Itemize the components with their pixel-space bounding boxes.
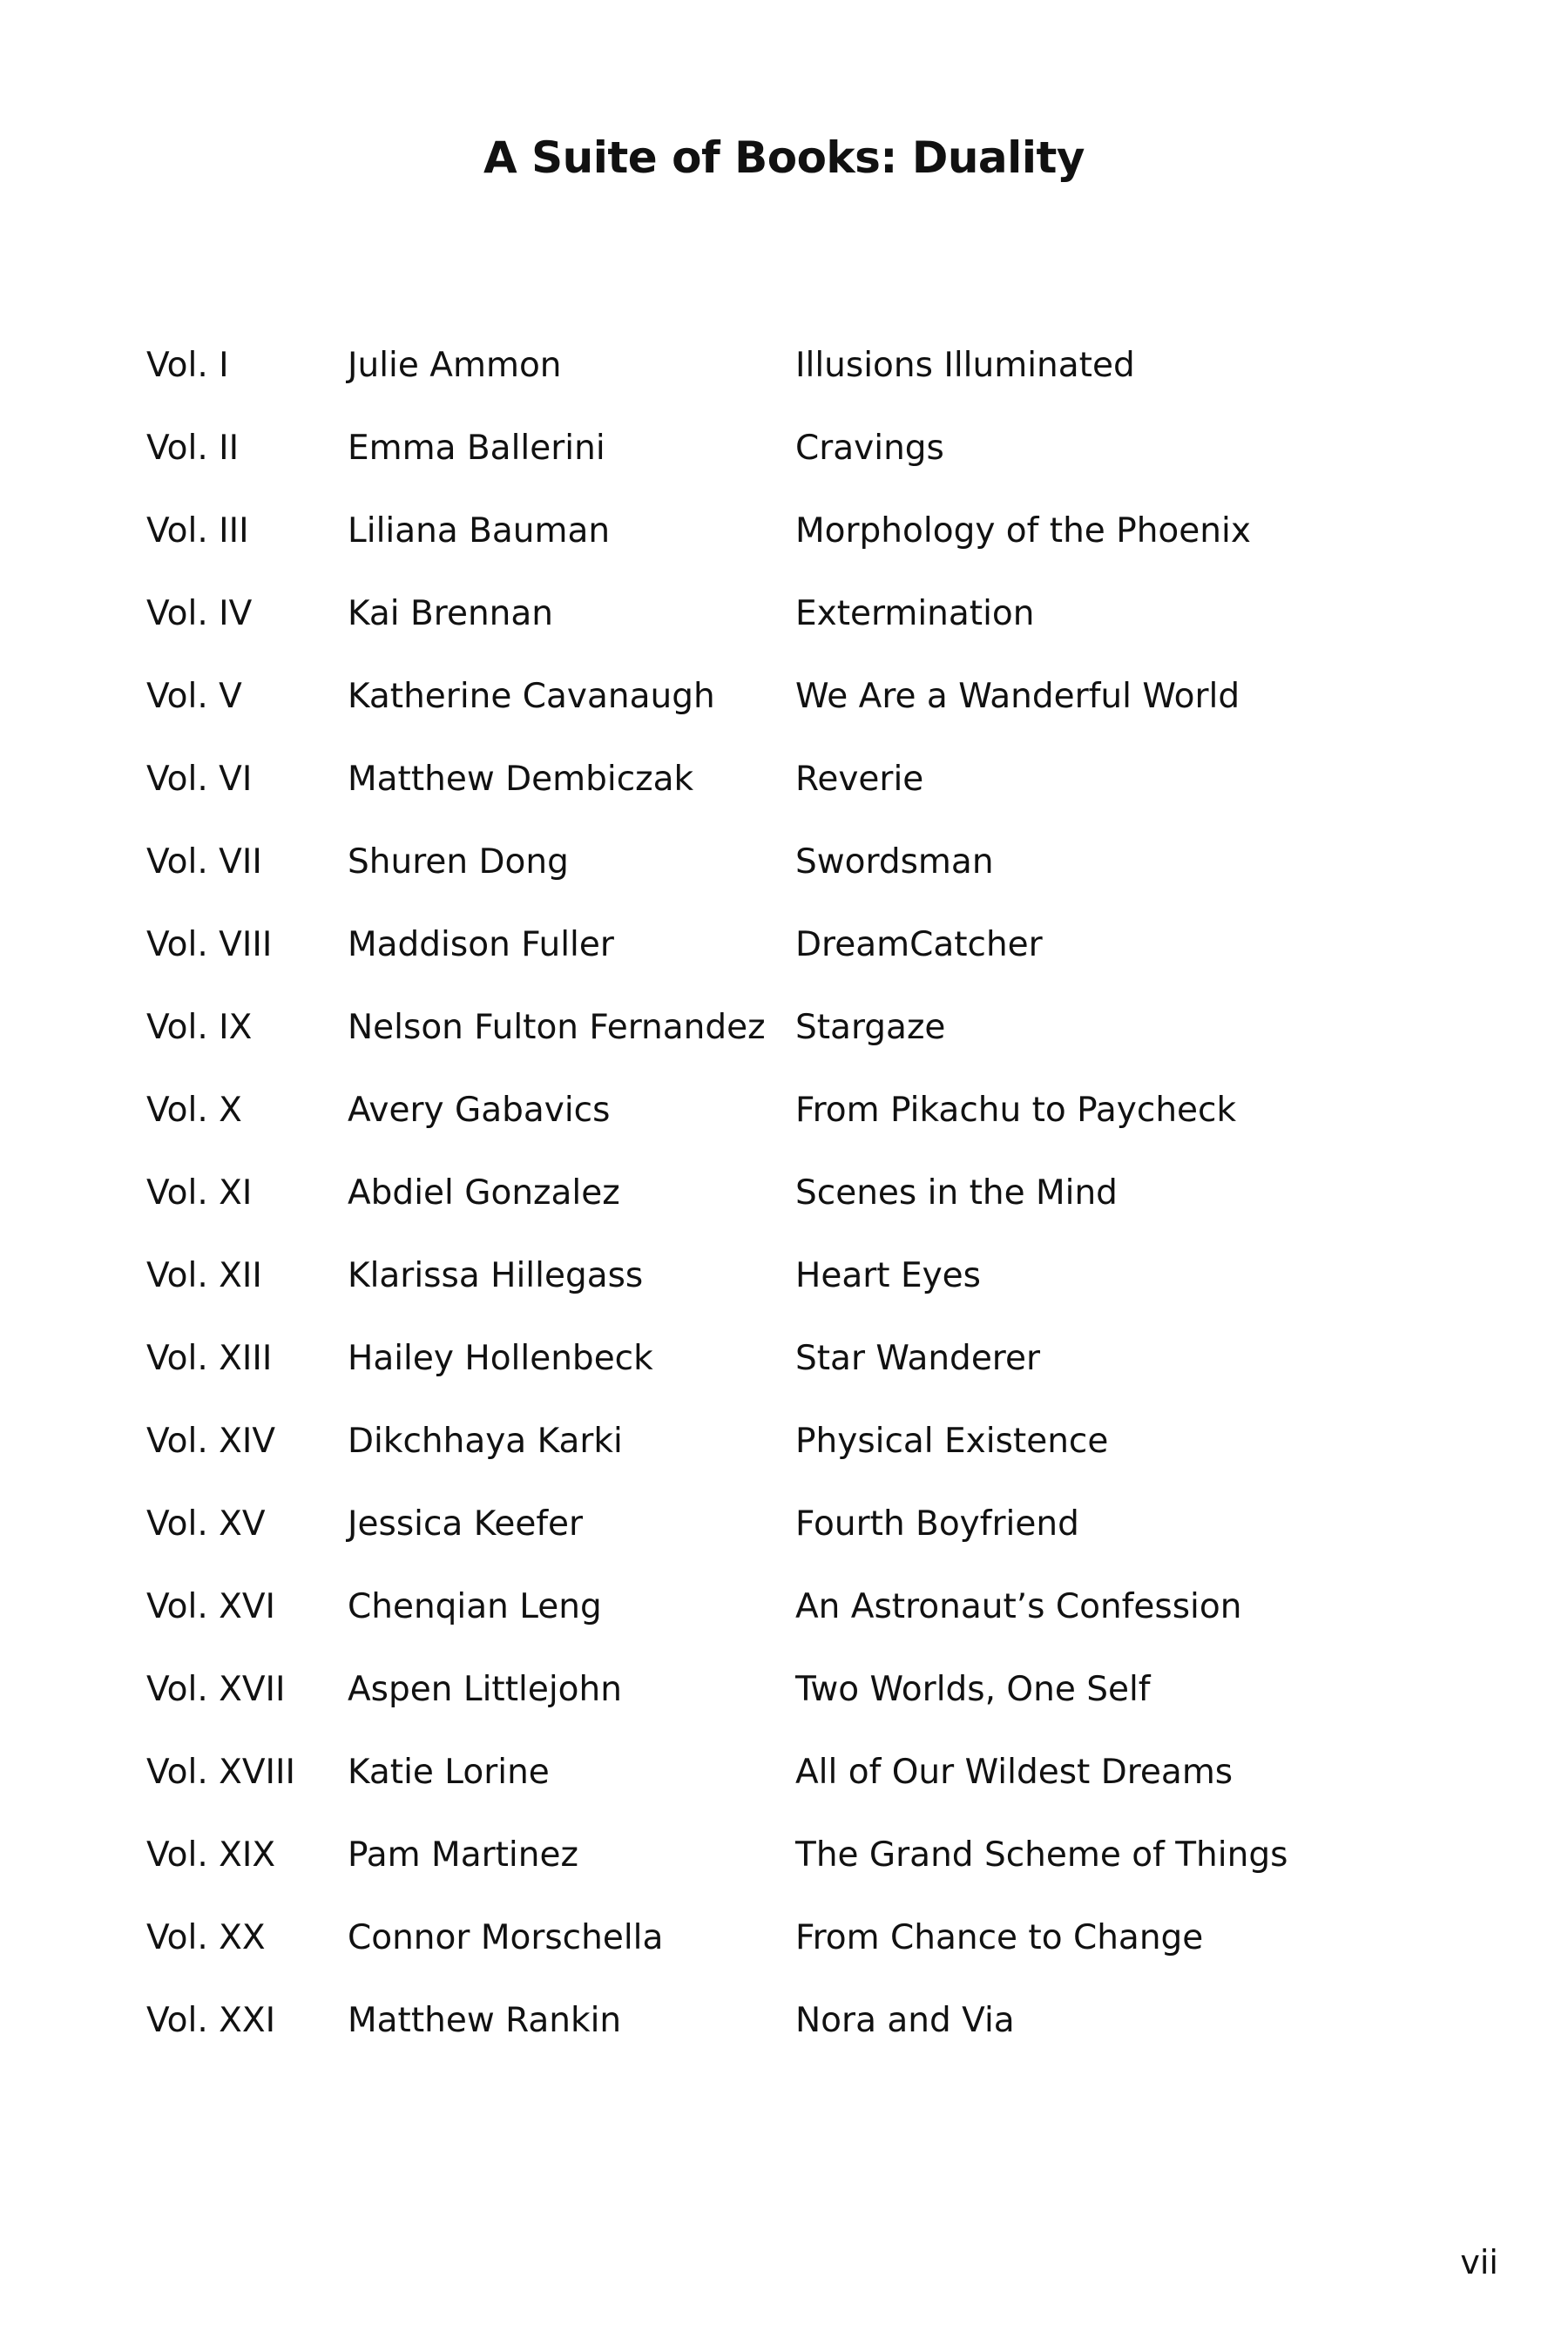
list-item	[146, 919, 1453, 1002]
volume-number: Vol. V	[146, 677, 242, 716]
volume-list	[146, 340, 1453, 2078]
volume-number: Vol. XI	[146, 1173, 253, 1213]
book-title: An Astronaut’s Confession	[795, 1587, 1242, 1626]
author-name: Pam Martinez	[348, 1835, 578, 1875]
volume-number: Vol. X	[146, 1091, 242, 1130]
book-title: Scenes in the Mind	[795, 1173, 1118, 1213]
book-title: Nora and Via	[795, 2001, 1015, 2040]
author-name: Matthew Dembiczak	[348, 760, 694, 799]
list-item	[146, 1002, 1453, 1085]
author-name: Chenqian Leng	[348, 1587, 602, 1626]
volume-number: Vol. XVII	[146, 1670, 286, 1709]
volume-number: Vol. II	[146, 429, 240, 468]
volume-number: Vol. IX	[146, 1008, 253, 1047]
page-title: A Suite of Books: Duality	[483, 132, 1085, 183]
author-name: Jessica Keefer	[348, 1504, 584, 1544]
volume-number: Vol. I	[146, 346, 229, 385]
book-title: The Grand Scheme of Things	[795, 1835, 1288, 1875]
author-name: Avery Gabavics	[348, 1091, 611, 1130]
author-name: Emma Ballerini	[348, 429, 605, 468]
volume-number: Vol. XVIII	[146, 1753, 296, 1792]
author-name: Aspen Littlejohn	[348, 1670, 622, 1709]
author-name: Klarissa Hillegass	[348, 1256, 644, 1295]
list-item	[146, 754, 1453, 836]
list-item	[146, 422, 1453, 505]
book-title: Cravings	[795, 429, 944, 468]
author-name: Shuren Dong	[348, 842, 569, 882]
author-name: Hailey Hollenbeck	[348, 1339, 653, 1378]
book-title: Fourth Boyfriend	[795, 1504, 1079, 1544]
list-item	[146, 1333, 1453, 1416]
volume-number: Vol. XV	[146, 1504, 266, 1544]
volume-number: Vol. XII	[146, 1256, 262, 1295]
list-item	[146, 505, 1453, 588]
book-title: DreamCatcher	[795, 925, 1043, 964]
book-title: Swordsman	[795, 842, 994, 882]
book-title: Star Wanderer	[795, 1339, 1041, 1378]
volume-number: Vol. IV	[146, 594, 253, 633]
book-title: Extermination	[795, 594, 1035, 633]
author-name: Matthew Rankin	[348, 2001, 622, 2040]
book-title: Morphology of the Phoenix	[795, 511, 1251, 551]
book-title: Stargaze	[795, 1008, 946, 1047]
author-name: Connor Morschella	[348, 1918, 664, 1957]
volume-number: Vol. VI	[146, 760, 253, 799]
volume-number: Vol. VII	[146, 842, 262, 882]
volume-number: Vol. XVI	[146, 1587, 276, 1626]
list-item	[146, 836, 1453, 919]
list-item	[146, 1912, 1453, 1995]
book-title: We Are a Wanderful World	[795, 677, 1240, 716]
author-name: Liliana Bauman	[348, 511, 611, 551]
book-title: Heart Eyes	[795, 1256, 981, 1295]
volume-number: Vol. XIX	[146, 1835, 276, 1875]
volume-number: Vol. XIV	[146, 1422, 276, 1461]
author-name: Abdiel Gonzalez	[348, 1173, 620, 1213]
list-item	[146, 1416, 1453, 1498]
list-item	[146, 671, 1453, 754]
book-title: Reverie	[795, 760, 924, 799]
author-name: Julie Ammon	[348, 346, 562, 385]
volume-number: Vol. XXI	[146, 2001, 276, 2040]
list-item	[146, 1085, 1453, 1167]
list-item	[146, 1498, 1453, 1581]
author-name: Katherine Cavanaugh	[348, 677, 715, 716]
list-item	[146, 1581, 1453, 1664]
book-title: Two Worlds, One Self	[795, 1670, 1151, 1709]
volume-number: Vol. III	[146, 511, 249, 551]
author-name: Nelson Fulton Fernandez	[348, 1008, 766, 1047]
list-item	[146, 1829, 1453, 1912]
list-item	[146, 1250, 1453, 1333]
volume-number: Vol. VIII	[146, 925, 273, 964]
list-item	[146, 1747, 1453, 1829]
author-name: Kai Brennan	[348, 594, 553, 633]
book-title: Physical Existence	[795, 1422, 1109, 1461]
author-name: Dikchhaya Karki	[348, 1422, 623, 1461]
list-item	[146, 588, 1453, 671]
list-item	[146, 1664, 1453, 1747]
volume-number: Vol. XIII	[146, 1339, 273, 1378]
book-title: From Pikachu to Paycheck	[795, 1091, 1237, 1130]
list-item	[146, 340, 1453, 422]
list-item	[146, 1167, 1453, 1250]
book-title: From Chance to Change	[795, 1918, 1204, 1957]
book-title: Illusions Illuminated	[795, 346, 1135, 385]
author-name: Maddison Fuller	[348, 925, 614, 964]
author-name: Katie Lorine	[348, 1753, 550, 1792]
volume-number: Vol. XX	[146, 1918, 266, 1957]
page-number: vii	[1460, 2243, 1498, 2281]
list-item	[146, 1995, 1453, 2078]
book-title: All of Our Wildest Dreams	[795, 1753, 1233, 1792]
